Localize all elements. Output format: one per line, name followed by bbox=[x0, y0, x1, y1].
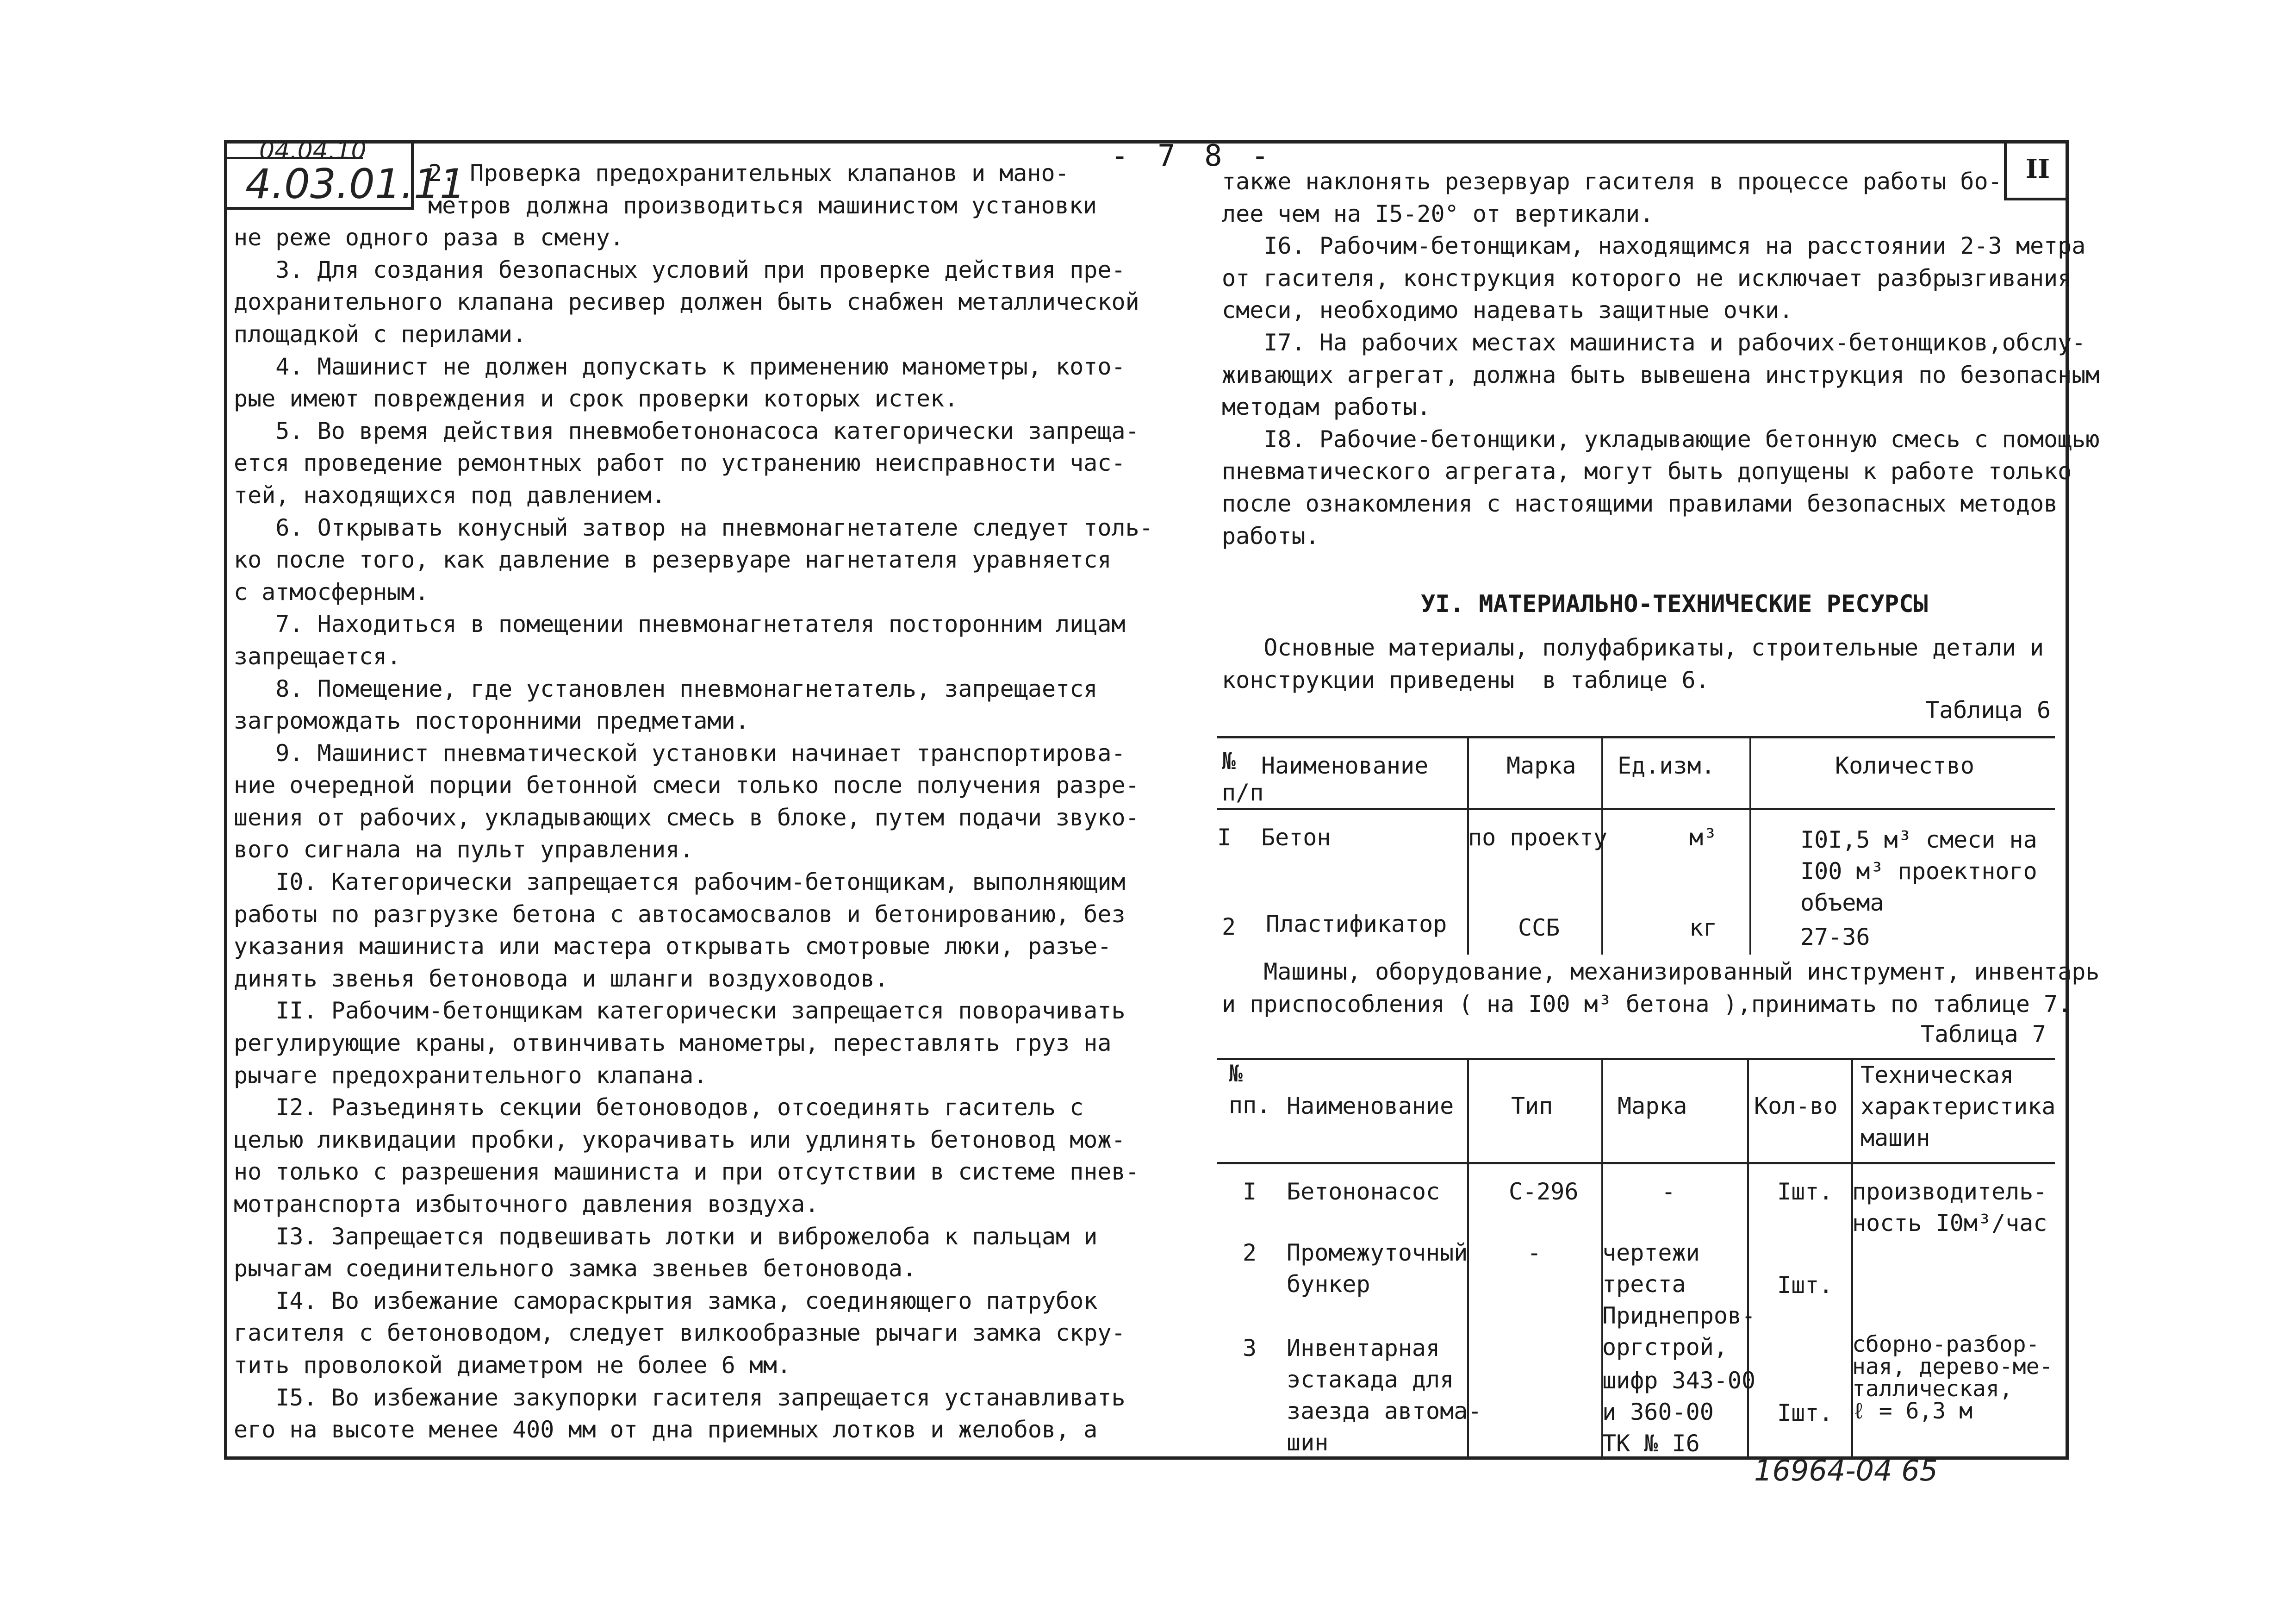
text-line: Машины, оборудование, механизированный инструмент, инвентарь bbox=[1222, 958, 2100, 985]
stamp-date: 04.04.10 bbox=[259, 137, 367, 165]
text-line: динять звенья бетоновода и шланги воздуховодов. bbox=[234, 965, 889, 992]
table6-header-name: Наименование bbox=[1261, 752, 1429, 779]
text-line: шения от рабочих, укладывающих смесь в блоке, путем подачи звуко- bbox=[234, 804, 1139, 831]
text-line: работы. bbox=[1222, 522, 1319, 550]
text-line: ко после того, как давление в резервуаре нагнетателя уравняется bbox=[234, 546, 1112, 574]
right-column bbox=[1222, 166, 2100, 552]
text-line: загромождать посторонними предметами. bbox=[234, 707, 749, 735]
table7-cell: чертежи треста Приднепров- оргстрой, bbox=[1602, 1239, 1756, 1361]
text-line: рычагам соединительного замка звеньев бетоновода. bbox=[234, 1255, 917, 1282]
table7-intro bbox=[1222, 956, 2099, 1020]
table6-header-quantity: Количество bbox=[1835, 752, 1975, 779]
table7-header-spec: Техническая характеристика машин bbox=[1860, 1062, 2056, 1151]
text-line: тить проволокой диаметром не более 6 мм. bbox=[234, 1351, 791, 1379]
table6-header-rule bbox=[1217, 808, 2055, 810]
text-line: рычаге предохранительного клапана. bbox=[234, 1062, 708, 1089]
text-line: но только с разрешения машиниста и при отсутствии в системе пнев- bbox=[234, 1158, 1139, 1186]
text-line: целью ликвидации пробки, укорачивать или удлинять бетоновод мож- bbox=[234, 1126, 1126, 1153]
text-line: I5. Во избежание закупорки гасителя запрещается устанавливать bbox=[234, 1384, 1126, 1411]
table7-header-rule bbox=[1217, 1162, 2055, 1164]
table7-cell: 2 bbox=[1243, 1239, 1257, 1266]
text-line: гасителя с бетоноводом, следует вилкообразные рычаги замка скру- bbox=[234, 1319, 1126, 1347]
table6-cell: по проекту bbox=[1468, 824, 1608, 851]
text-line: вого сигнала на пульт управления. bbox=[234, 836, 694, 863]
text-line: его на высоте менее 400 мм от дна приемных лотков и желобов, а bbox=[234, 1416, 1098, 1443]
table6-header-mark: Марка bbox=[1506, 752, 1576, 779]
left-column bbox=[234, 157, 1153, 1446]
table6-cell: ССБ bbox=[1518, 914, 1560, 941]
text-line: и приспособления ( на I00 м³ бетона ),принимать по таблице 7. bbox=[1222, 990, 2072, 1018]
text-line: живающих агрегат, должна быть вывешена инструкция по безопасным bbox=[1222, 361, 2100, 388]
text-line: I2. Разъединять секции бетоноводов, отсоединять гаситель с bbox=[234, 1094, 1084, 1121]
text-line: работы по разгрузке бетона с автосамосвалов и бетонированию, без bbox=[234, 900, 1126, 928]
table7-cell: Инвентарная эстакада для заезда автома- шин bbox=[1287, 1335, 1482, 1456]
table7-header-count: Кол-во bbox=[1754, 1093, 1838, 1119]
text-line: указания машиниста или мастера открывать смотровые люки, разъе- bbox=[234, 933, 1112, 960]
table6-cell: I0I,5 м³ смеси на I00 м³ проектного объема bbox=[1800, 826, 2037, 916]
text-line: от гасителя, конструкция которого не исключает разбрызгивания bbox=[1222, 264, 2072, 292]
table6-header-number: № п/п bbox=[1222, 748, 1264, 806]
table7-cell: сборно-разбор- ная, дерево-ме- таллическая, ℓ = 6,3 м bbox=[1852, 1331, 2053, 1424]
table7-cell: шифр 343-00 и 360-00 ТК № I6 bbox=[1602, 1367, 1756, 1457]
text-line: лее чем на I5-20° от вертикали. bbox=[1222, 200, 1654, 227]
table6-cell: Бетон bbox=[1261, 824, 1331, 851]
table7-cell: Iшт. bbox=[1777, 1178, 1833, 1205]
table6-cell: 27-36 bbox=[1800, 924, 1870, 950]
stamp-code: 4.03.01.11 bbox=[245, 160, 466, 208]
text-line: I8. Рабочие-бетонщики, укладывающие бетонную смесь с помощью bbox=[1222, 425, 2100, 453]
text-line: 8. Помещение, где установлен пневмонагнетатель, запрещается bbox=[234, 675, 1098, 702]
sheet-label: II bbox=[2004, 140, 2069, 200]
page-number: - 7 8 - bbox=[1111, 139, 1275, 173]
text-line: ется проведение ремонтных работ по устранению неисправности час- bbox=[234, 450, 1126, 477]
section-intro bbox=[1222, 632, 2044, 696]
table7-cell: I bbox=[1243, 1178, 1257, 1205]
table7-header-number: № пп. bbox=[1229, 1060, 1271, 1118]
table7-cell: 3 bbox=[1243, 1335, 1257, 1362]
text-line: рые имеют повреждения и срок проверки которых истек. bbox=[234, 385, 958, 412]
table7-caption: Таблица 7 bbox=[1921, 1021, 2046, 1048]
table7-header-name: Наименование bbox=[1287, 1093, 1454, 1119]
table7-cell: С-296 bbox=[1509, 1178, 1579, 1205]
text-line: тей, находящихся под давлением. bbox=[234, 481, 666, 509]
table7-cell: - bbox=[1661, 1178, 1676, 1205]
text-line: также наклонять резервуар гасителя в процессе работы бо- bbox=[1222, 168, 2002, 195]
table7-cell: производитель- ность I0м³/час bbox=[1852, 1178, 2047, 1237]
text-line: дохранительного клапана ресивер должен быть снабжен металлической bbox=[234, 288, 1139, 316]
section-heading: УI. МАТЕРИАЛЬНО-ТЕХНИЧЕСКИЕ РЕСУРСЫ bbox=[1421, 590, 1928, 618]
table6-cell: м³ bbox=[1689, 824, 1717, 851]
text-line: запрещается. bbox=[234, 643, 401, 670]
text-line: 2. Проверка предохранительных клапанов и мано- bbox=[428, 160, 1069, 187]
text-line: Основные материалы, полуфабрикаты, строительные детали и bbox=[1222, 634, 2044, 661]
table7-cell: - bbox=[1527, 1239, 1542, 1266]
text-line: с атмосферным. bbox=[234, 578, 429, 606]
table6-cell: I bbox=[1217, 824, 1232, 851]
text-line: метров должна производиться машинистом установки bbox=[428, 192, 1097, 219]
text-line: пневматического агрегата, могут быть допущены к работе только bbox=[1222, 458, 2072, 485]
table7-header-mark: Марка bbox=[1618, 1093, 1687, 1119]
text-line: площадкой с перилами. bbox=[234, 320, 527, 348]
table6-cell: 2 bbox=[1222, 913, 1236, 940]
table6-header-unit: Ед.изм. bbox=[1618, 752, 1715, 779]
text-line: 5. Во время действия пневмобетононасоса категорически запреща- bbox=[234, 417, 1139, 444]
table7-cell: Промежуточный бункер bbox=[1287, 1239, 1468, 1298]
text-line: конструкции приведены в таблице 6. bbox=[1222, 666, 1710, 693]
text-line: мотранспорта избыточного давления воздуха. bbox=[234, 1191, 819, 1218]
text-line: 3. Для создания безопасных условий при проверке действия пре- bbox=[234, 256, 1126, 283]
text-line: 4. Машинист не должен допускать к применению манометры, кото- bbox=[234, 353, 1126, 380]
table7-cell: Iшт. bbox=[1777, 1272, 1833, 1299]
text-line: смеси, необходимо надевать защитные очки. bbox=[1222, 297, 1793, 324]
table7-cell: Бетононасос bbox=[1287, 1178, 1440, 1205]
table6-col-divider bbox=[1749, 737, 1751, 955]
text-line: I7. На рабочих местах машиниста и рабочих-бетонщиков,обслу- bbox=[1222, 329, 2086, 356]
text-line: 9. Машинист пневматической установки начинает транспортирова- bbox=[234, 739, 1126, 767]
table6-top-rule bbox=[1217, 736, 2055, 738]
text-line: I6. Рабочим-бетонщикам, находящимся на расстоянии 2-3 метра bbox=[1222, 232, 2086, 260]
table6-cell: кг bbox=[1689, 914, 1717, 941]
table6-cell: Пластификатор bbox=[1266, 911, 1447, 937]
text-line: 6. Открывать конусный затвор на пневмонагнетателе следует толь- bbox=[234, 514, 1153, 541]
text-line: 7. Находиться в помещении пневмонагнетателя посторонним лицам bbox=[234, 611, 1126, 638]
text-line: методам работы. bbox=[1222, 394, 1431, 421]
text-line: II. Рабочим-бетонщикам категорически запрещается поворачивать bbox=[234, 997, 1126, 1024]
text-line: не реже одного раза в смену. bbox=[234, 224, 624, 251]
document-footer: 16964-04 65 bbox=[1754, 1454, 1938, 1487]
text-line: I3. Запрещается подвешивать лотки и виброжелоба к пальцам и bbox=[234, 1223, 1098, 1250]
text-line: I4. Во избежание самораскрытия замка, соединяющего патрубок bbox=[234, 1287, 1098, 1314]
table7-header-type: Тип bbox=[1511, 1093, 1553, 1119]
table6-caption: Таблица 6 bbox=[1925, 697, 2051, 724]
text-line: I0. Категорически запрещается рабочим-бетонщикам, выполняющим bbox=[234, 868, 1126, 896]
table7-cell: Iшт. bbox=[1777, 1399, 1833, 1426]
text-line: после ознакомления с настоящими правилами безопасных методов bbox=[1222, 490, 2058, 517]
text-line: регулирующие краны, отвинчивать манометры, переставлять груз на bbox=[234, 1030, 1112, 1057]
text-line: ние очередной порции бетонной смеси только после получения разре- bbox=[234, 772, 1139, 799]
